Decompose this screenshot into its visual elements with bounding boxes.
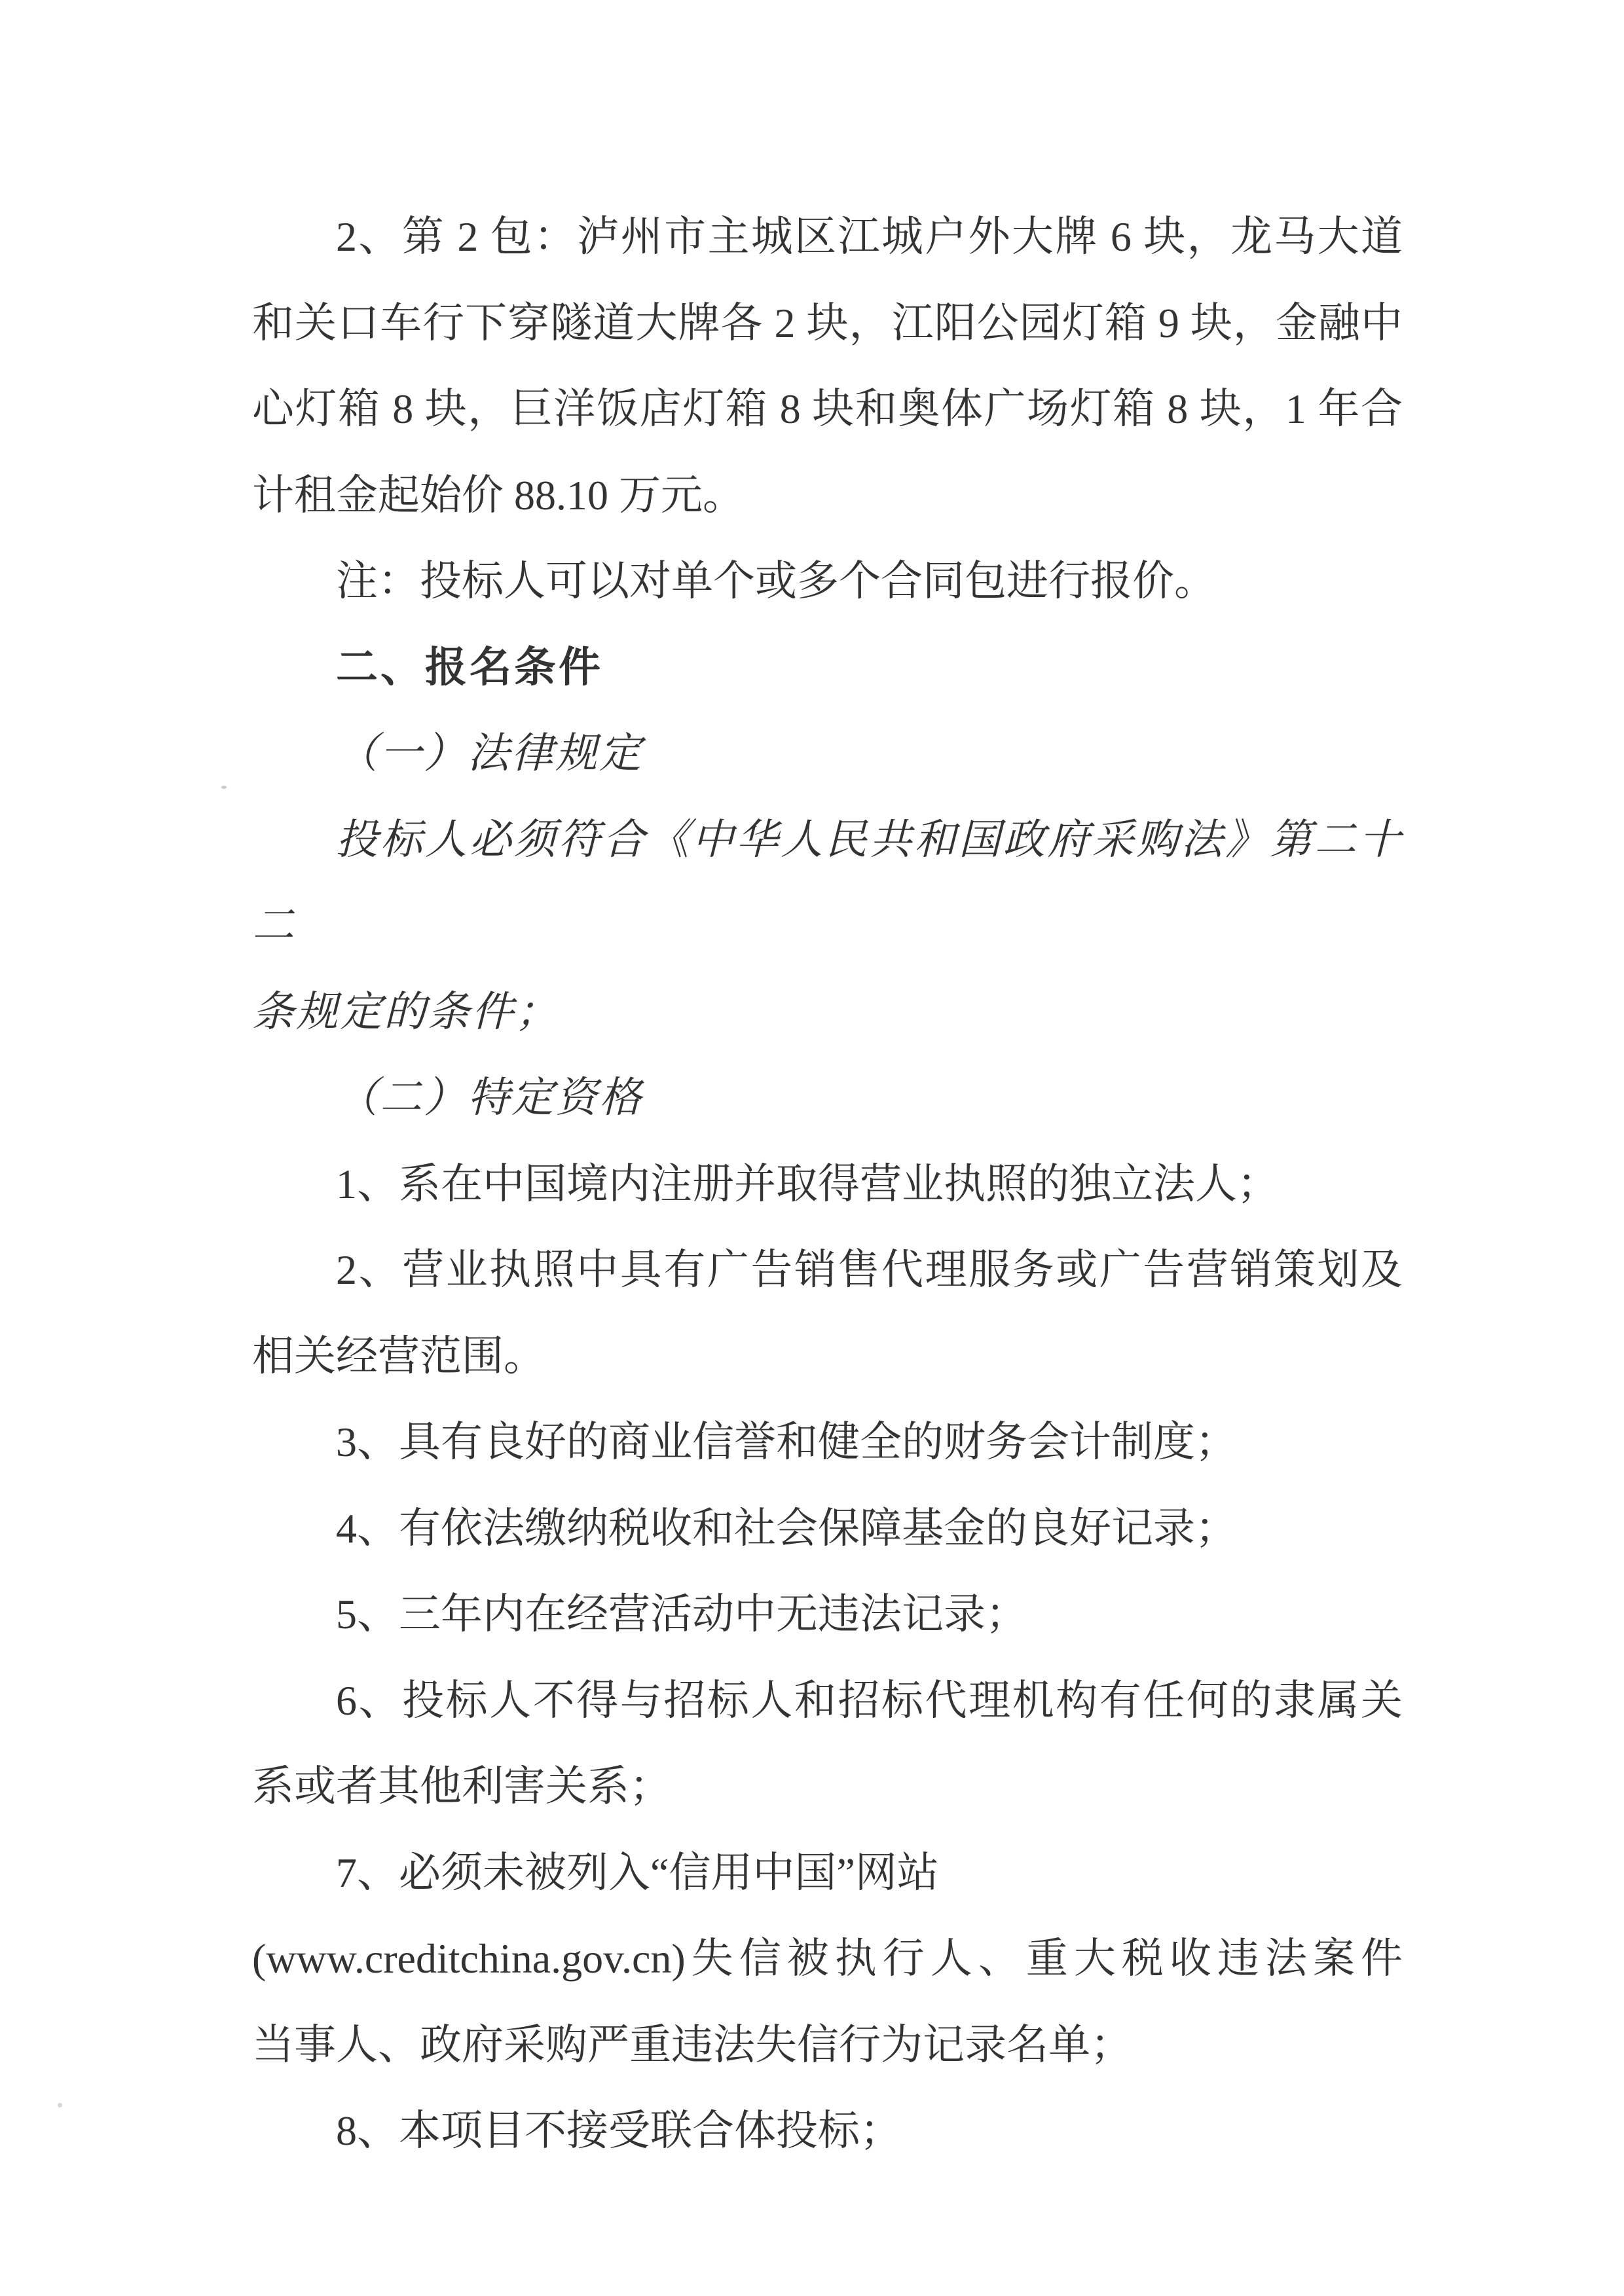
qualification-item-6-line1: 6、投标人不得与招标人和招标代理机构有任何的隶属关 — [336, 1677, 1403, 1724]
qualification-item-7-line3: 当事人、政府采购严重违法失信行为记录名单； — [252, 2021, 1132, 2068]
subsection-heading-legal-provisions: （一）法律规定 — [336, 730, 643, 776]
subsection-heading-specific-qualifications: （二）特定资格 — [336, 1074, 643, 1121]
legal-requirement-line1: 投标人必须符合《中华人民共和国政府采购法》第二十二 — [252, 816, 1403, 949]
qualification-item-7-line1: 7、必须未被列入“信用中国”网站 — [336, 1849, 939, 1896]
qualification-item-2-line2: 相关经营范围。 — [252, 1332, 545, 1379]
qualification-item-3: 3、具有良好的商业信誉和健全的财务会计制度； — [336, 1419, 1237, 1465]
qualification-item-7-line2: (www.creditchina.gov.cn)失信被执行人、重大税收违法案件 — [252, 1935, 1403, 1982]
qualification-item-4: 4、有依法缴纳税收和社会保障基金的良好记录； — [336, 1504, 1237, 1552]
package2-description-line3: 心灯箱 8 块，巨洋饭店灯箱 8 块和奥体广场灯箱 8 块，1 年合 — [252, 386, 1403, 432]
qualification-item-5: 5、三年内在经营活动中无违法记录； — [336, 1591, 1027, 1637]
qualification-item-6-line2: 系或者其他利害关系； — [252, 1763, 671, 1810]
qualification-item-1: 1、系在中国境内注册并取得营业执照的独立法人； — [336, 1160, 1279, 1207]
package2-description-line2: 和关口车行下穿隧道大牌各 2 块，江阳公园灯箱 9 块，金融中 — [252, 299, 1403, 346]
legal-requirement-line2: 条规定的条件； — [252, 988, 559, 1035]
qualification-item-2-line1: 2、营业执照中具有广告销售代理服务或广告营销策划及 — [336, 1247, 1403, 1293]
qualification-item-8: 8、本项目不接受联合体投标； — [336, 2107, 902, 2154]
scan-artifact-speck — [221, 786, 227, 789]
scan-artifact-speck — [58, 2103, 62, 2107]
document-body — [252, 194, 1403, 2174]
package2-description-line1: 2、第 2 包：泸州市主城区江城户外大牌 6 块，龙马大道 — [336, 213, 1403, 260]
note-line: 注：投标人可以对单个或多个合同包进行报价。 — [336, 558, 1216, 604]
package2-description-line4: 计租金起始价 88.10 万元。 — [252, 471, 745, 519]
section-heading-registration-conditions: 二、报名条件 — [336, 643, 603, 691]
